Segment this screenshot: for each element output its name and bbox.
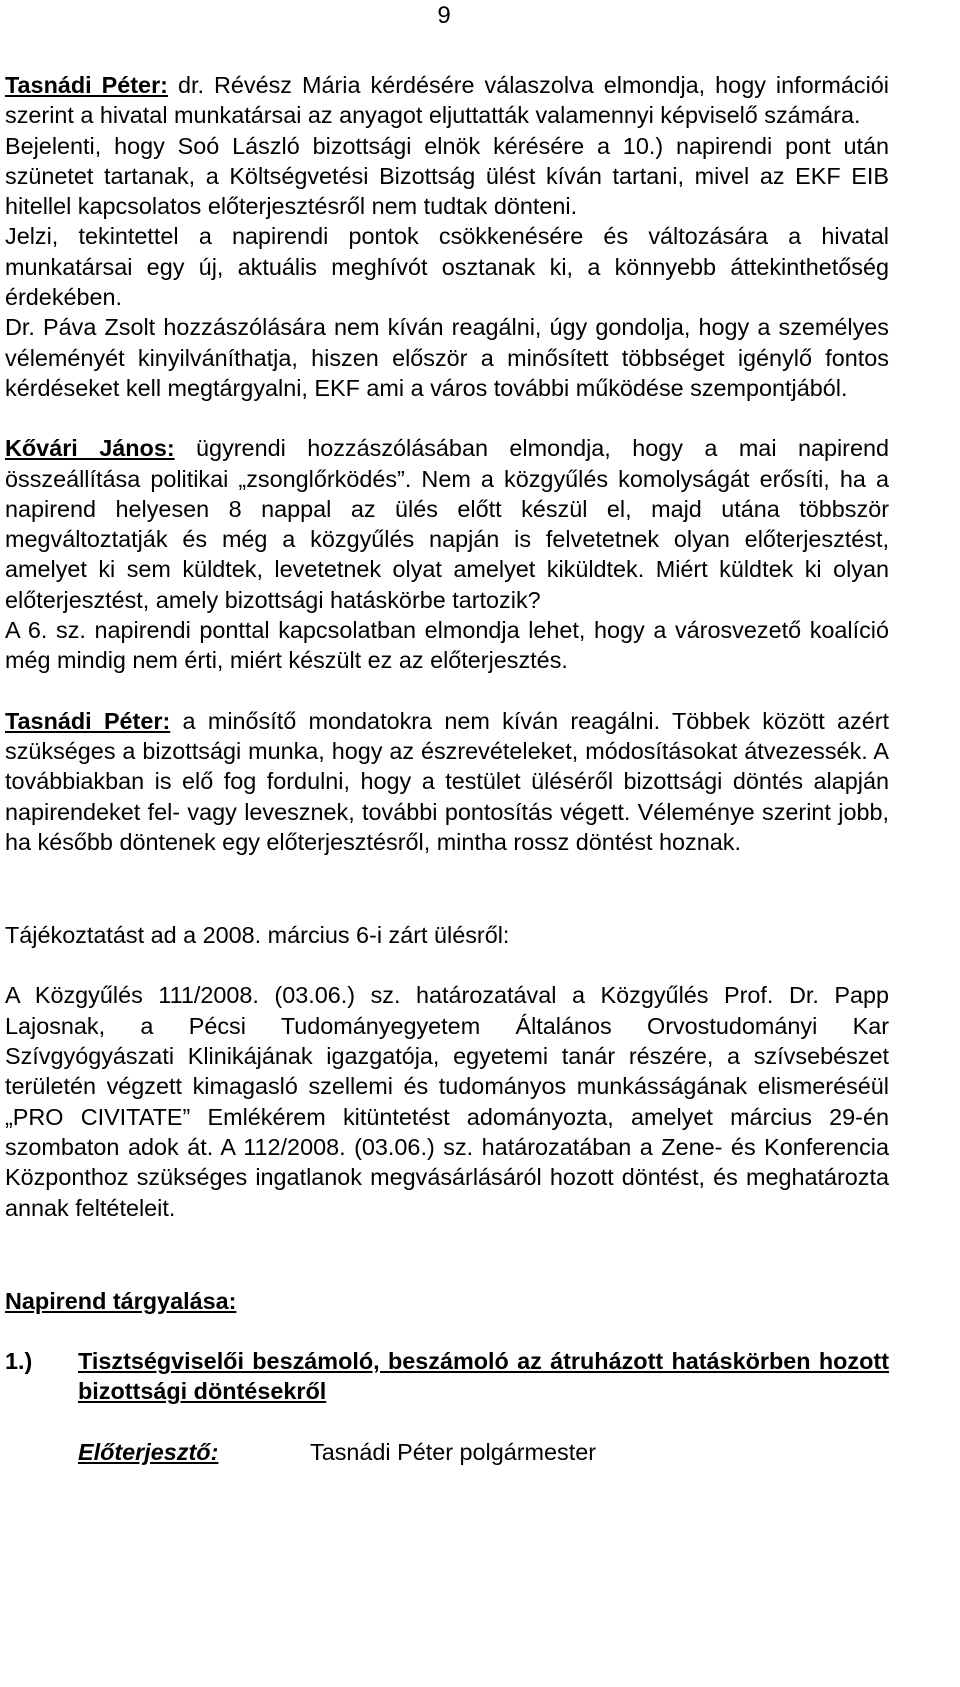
spacer	[5, 676, 889, 706]
agenda-item-title: Tisztségviselői beszámoló, beszámoló az átruházott hatáskörben hozott bizottsági döntésekről	[78, 1348, 889, 1405]
spacer	[5, 1316, 889, 1346]
closed-session-title: Tájékoztatást ad a 2008. március 6-i zárt ülésről:	[5, 922, 510, 949]
agenda-heading: Napirend tárgyalása:	[5, 1287, 237, 1314]
speaker-name: Kővári János:	[5, 435, 175, 462]
section-kovari	[5, 433, 889, 675]
spacer	[5, 1407, 889, 1437]
presenter-label: Előterjesztő:	[78, 1438, 219, 1465]
paragraph	[5, 706, 889, 857]
section-tasnadi-1	[5, 70, 889, 403]
paragraph-text: ügyrendi hozzászólásában elmondja, hogy a mai napirend összeállítása politikai „zsonglőrködés”. Nem a közgyűlés komolyságát erősíti, ha a napirend helyesen 8 nappal az ülés előtt készül el, majd utána többször megváltoztatják és még a közgyűlés napján is felvetetnek olyan előterjesztést, amelyet ki sem küldtek, levetetnek olyat amelyet kiküldtek. Miért küldtek ki olyan előterjesztést, amely bizottsági hatáskörbe tartozik?	[5, 435, 889, 613]
closed-session-body: A Közgyűlés 111/2008. (03.06.) sz. határozatával a Közgyűlés Prof. Dr. Papp Lajosnak, a Pécsi Tudományegyetem Általános Orvostudományi Kar Szívgyógyászati Klinikájának igazgatója, egyetemi tanár részére, a szívsebészet területén végzett kimagasló szellemi és tudományos munkásságának elismeréséül „PRO CIVITATE” Emlékérem kitüntetést adományozta, amelyet március 29-én szombaton adok át. A 112/2008. (03.06.) sz. határozatában a Zene- és Konferencia Központhoz szükséges ingatlanok megvásárlásáról hozott döntést, és meghatározta annak feltételeit.	[5, 982, 889, 1221]
paragraph: Dr. Páva Zsolt hozzászólására nem kíván reagálni, úgy gondolja, hogy a személyes véleményét kinyilváníthatja, hiszen először a minősített többséget igénylő fontos kérdéseket kell megtárgyalni, EKF ami a város további működése szempontjából.	[5, 314, 889, 401]
paragraph: A 6. sz. napirendi ponttal kapcsolatban elmondja lehet, hogy a városvezető koalíció még mindig nem érti, miért készült ez az előterjesztés.	[5, 617, 889, 674]
paragraph	[5, 70, 889, 131]
paragraph-text: dr. Révész Mária kérdésére válaszolva elmondja, hogy információi szerint a hivatal munkatársai az anyagot eljuttatták valamennyi képviselő számára.	[5, 72, 890, 129]
spacer	[5, 950, 889, 980]
spacer	[5, 857, 889, 920]
paragraph	[5, 433, 889, 615]
speaker-name: Tasnádi Péter:	[5, 72, 168, 98]
speaker-name: Tasnádi Péter:	[5, 707, 171, 734]
presenter-line	[5, 1437, 889, 1467]
paragraph: Bejelenti, hogy Soó László bizottsági elnök kérésére a 10.) napirendi pont után szünetet tartanak, a Költségvetési Bizottság ülést kíván tartani, mivel az EKF EIB hitellel kapcsolatos előterjesztésről nem tudtak dönteni.	[5, 132, 889, 220]
section-tasnadi-2	[5, 706, 889, 857]
agenda-item-number: 1.)	[5, 1348, 33, 1375]
document-body	[5, 70, 889, 1467]
page-number: 9	[437, 2, 451, 29]
agenda-item	[5, 1346, 889, 1407]
paragraph: Jelzi, tekintettel a napirendi pontok csökkenésére és változására a hivatal munkatársai egy új, aktuális meghívót osztanak ki, a könnyebb áttekinthetőség érdekében.	[5, 223, 889, 311]
paragraph-text: a minősítő mondatokra nem kíván reagálni. Többek között azért szükséges a bizottsági munka, hogy az észrevételeket, módosításokat átvezessék. A továbbiakban is elő fog fordulni, hogy a testület üléséről bizottsági döntés alapján napirendeket fel- vagy levesznek, további pontosítás végett. Véleménye szerint jobb, ha később döntenek egy előterjesztésről, mintha rossz döntést hoznak.	[5, 707, 889, 855]
presenter-name: Tasnádi Péter polgármester	[310, 1438, 597, 1465]
spacer	[5, 403, 889, 433]
spacer	[5, 1223, 889, 1286]
